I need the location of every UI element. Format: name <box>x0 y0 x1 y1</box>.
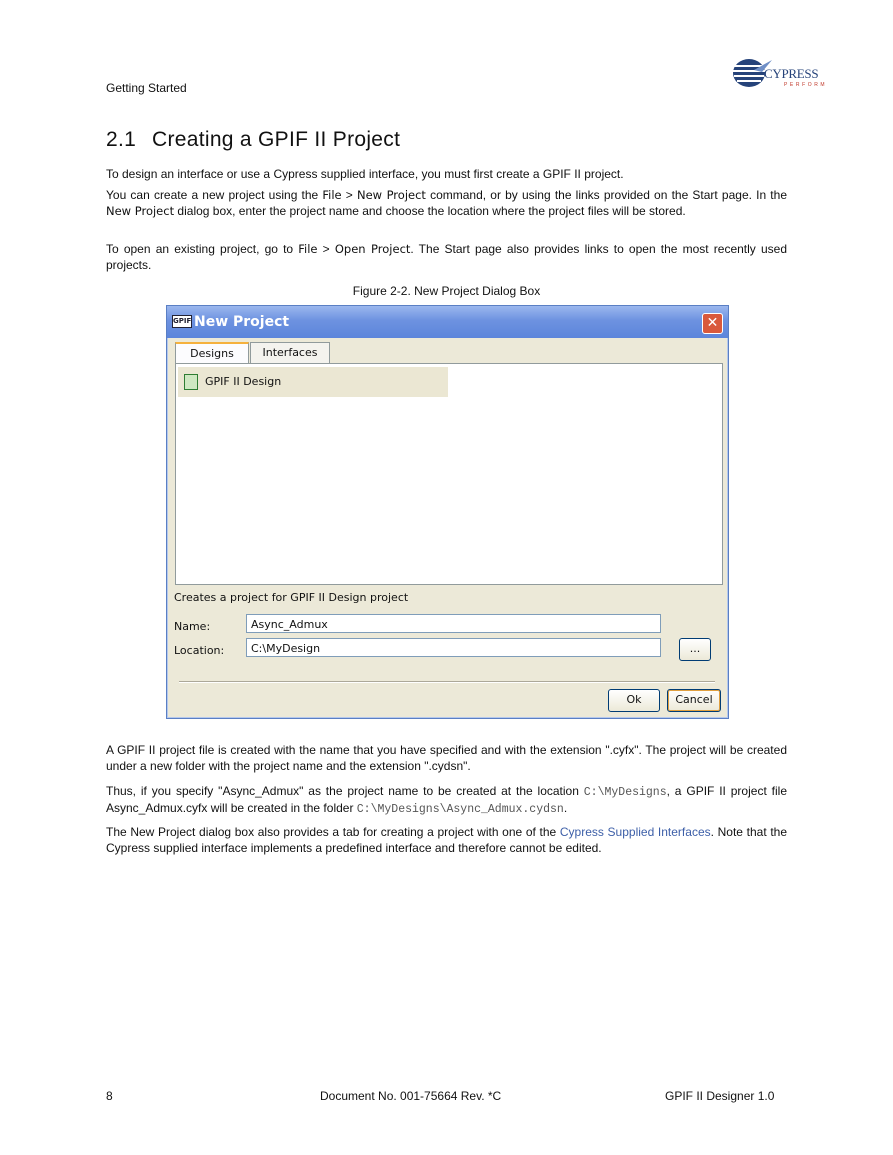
list-item-gpif-design[interactable] <box>178 367 448 397</box>
close-button[interactable]: ✕ <box>702 313 723 334</box>
new-project-dialog <box>166 305 729 719</box>
document-number: Document No. 001-75664 Rev. *C <box>320 1089 502 1103</box>
paragraph-interfaces: The New Project dialog box also provides a tab for creating a project with one of the Cypress Supplied Interfaces. Note that the Cypress supplied interface implements a predefined interface and therefore cannot be edited. <box>106 825 787 855</box>
cypress-interfaces-link[interactable]: Cypress Supplied Interfaces <box>559 825 711 839</box>
template-description: Creates a project for GPIF II Design project <box>174 591 409 604</box>
document-icon <box>184 374 198 390</box>
logo-tagline: PERFORM <box>784 82 828 88</box>
section-title: Creating a GPIF II Project <box>152 128 401 151</box>
paragraph-example: Thus, if you specify "Async_Admux" as the project name to be created at the location C:\MyDesigns, a GPIF II project file Async_Admux.cyfx will be created in the folder C:\MyDesigns\Async_Admux.cydsn. <box>106 784 787 816</box>
dialog-titlebar[interactable] <box>167 306 728 338</box>
logo-wordmark: CYPRESS <box>764 66 819 81</box>
running-header: Getting Started <box>106 81 187 95</box>
browse-button[interactable]: ... <box>679 638 711 661</box>
list-item-label: GPIF II Design <box>205 375 282 388</box>
tab-interfaces[interactable]: Interfaces <box>250 342 330 363</box>
project-name-input[interactable]: Async_Admux <box>246 614 661 633</box>
cancel-button[interactable]: Cancel <box>667 689 721 712</box>
dialog-separator <box>179 681 715 683</box>
name-label: Name: <box>174 620 211 633</box>
gpif-app-icon: GPIF <box>172 315 192 328</box>
dialog-title: New Project <box>194 314 290 330</box>
paragraph-new-project: You can create a new project using the File > New Project command, or by using the links provided on the Start page. In the New Project dialog box, enter the project name and choose the location where the project files will be stored. <box>106 188 787 218</box>
page-number: 8 <box>106 1089 113 1103</box>
location-label: Location: <box>174 644 225 657</box>
templates-list <box>175 363 723 585</box>
ok-button[interactable]: Ok <box>608 689 660 712</box>
cypress-logo <box>728 52 828 94</box>
section-heading <box>106 128 400 152</box>
tab-designs[interactable]: Designs <box>175 342 249 365</box>
paragraph-open-project: To open an existing project, go to File > Open Project. The Start page also provides links to open the most recently used projects. <box>106 242 787 272</box>
paragraph-extension: A GPIF II project file is created with the name that you have specified and with the extension ".cyfx". The project will be created under a new folder with the project name and the extension ".cydsn". <box>106 743 787 773</box>
location-input[interactable]: C:\MyDesign <box>246 638 661 657</box>
paragraph-intro: To design an interface or use a Cypress supplied interface, you must first create a GPIF II project. <box>106 167 624 181</box>
figure-caption: Figure 2-2. New Project Dialog Box <box>352 284 541 298</box>
section-number: 2.1 <box>106 128 137 151</box>
product-name: GPIF II Designer 1.0 <box>665 1089 775 1103</box>
